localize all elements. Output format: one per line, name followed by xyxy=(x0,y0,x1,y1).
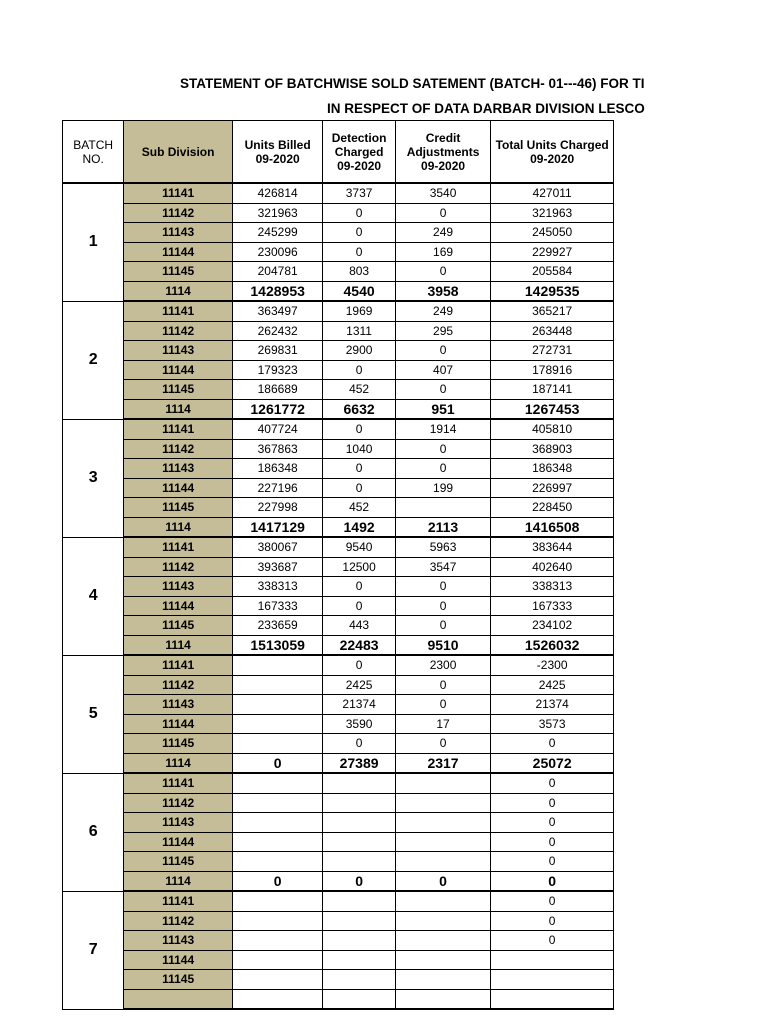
total-units-cell: 178916 xyxy=(491,360,614,380)
credit-adjustments-cell: 0 xyxy=(395,675,491,695)
total-units-cell: 1267453 xyxy=(491,399,614,419)
total-units-cell: 1416508 xyxy=(491,517,614,537)
total-units-cell: 245050 xyxy=(491,223,614,243)
detection-charged-cell xyxy=(323,852,395,872)
credit-adjustments-cell: 2113 xyxy=(395,517,491,537)
sub-division-cell: 11145 xyxy=(124,970,233,990)
sub-division-cell: 11143 xyxy=(124,223,233,243)
total-units-cell: 263448 xyxy=(491,321,614,341)
sub-division-cell: 11142 xyxy=(124,203,233,223)
table-row xyxy=(63,262,614,282)
total-units-cell: 2425 xyxy=(491,675,614,695)
detection-charged-cell: 803 xyxy=(323,262,395,282)
table-row xyxy=(63,321,614,341)
units-billed-cell xyxy=(232,950,322,970)
table-row xyxy=(63,596,614,616)
sub-division-cell: 11144 xyxy=(124,360,233,380)
batch-number-cell: 1 xyxy=(63,183,124,301)
sub-division-cell: 11144 xyxy=(124,596,233,616)
units-billed-cell: 245299 xyxy=(232,223,322,243)
batch-number-cell: 2 xyxy=(63,301,124,419)
detection-charged-cell: 452 xyxy=(323,498,395,518)
credit-adjustments-cell: 0 xyxy=(395,616,491,636)
table-body xyxy=(63,183,614,1009)
units-billed-cell xyxy=(232,793,322,813)
detection-charged-cell xyxy=(323,793,395,813)
detection-charged-cell xyxy=(323,813,395,833)
batch-number-cell: 3 xyxy=(63,419,124,537)
table-row xyxy=(63,714,614,734)
units-billed-cell xyxy=(232,734,322,754)
report-subtitle: IN RESPECT OF DATA DARBAR DIVISION LESCO xyxy=(327,101,645,116)
total-units-cell: 321963 xyxy=(491,203,614,223)
units-billed-cell: 407724 xyxy=(232,419,322,439)
sub-division-cell: 11143 xyxy=(124,695,233,715)
header-units-billed: Units Billed 09-2020 xyxy=(232,121,322,184)
units-billed-cell xyxy=(232,852,322,872)
table-viewport xyxy=(62,120,614,987)
units-billed-cell: 230096 xyxy=(232,242,322,262)
table-row xyxy=(63,459,614,479)
detection-charged-cell: 443 xyxy=(323,616,395,636)
sub-division-cell: 11142 xyxy=(124,675,233,695)
detection-charged-cell: 0 xyxy=(323,203,395,223)
total-units-cell: 167333 xyxy=(491,596,614,616)
credit-adjustments-cell: 0 xyxy=(395,459,491,479)
sub-division-cell: 1114 xyxy=(124,399,233,419)
sub-division-cell: 11144 xyxy=(124,242,233,262)
units-billed-cell xyxy=(232,891,322,911)
detection-charged-cell xyxy=(323,911,395,931)
sub-division-cell: 11143 xyxy=(124,931,233,951)
header-detection-charged: Detection Charged 09-2020 xyxy=(323,121,395,184)
detection-charged-cell: 452 xyxy=(323,380,395,400)
credit-adjustments-cell: 0 xyxy=(395,341,491,361)
table-row xyxy=(63,931,614,951)
credit-adjustments-cell: 951 xyxy=(395,399,491,419)
total-units-cell: 0 xyxy=(491,832,614,852)
credit-adjustments-cell: 3540 xyxy=(395,183,491,203)
batch-sold-table xyxy=(62,120,614,1010)
table-row xyxy=(63,557,614,577)
detection-charged-cell: 4540 xyxy=(323,281,395,301)
table-row xyxy=(63,380,614,400)
sub-division-cell: 1114 xyxy=(124,871,233,891)
sub-division-cell: 11141 xyxy=(124,419,233,439)
total-units-cell: 3573 xyxy=(491,714,614,734)
batch-number-cell: 4 xyxy=(63,537,124,655)
credit-adjustments-cell: 249 xyxy=(395,301,491,321)
total-units-cell: 1526032 xyxy=(491,635,614,655)
detection-charged-cell xyxy=(323,931,395,951)
table-row xyxy=(63,832,614,852)
credit-adjustments-cell xyxy=(395,813,491,833)
credit-adjustments-cell xyxy=(395,852,491,872)
detection-charged-cell: 1040 xyxy=(323,439,395,459)
credit-adjustments-cell: 1914 xyxy=(395,419,491,439)
table-row xyxy=(63,793,614,813)
sub-division-cell: 11145 xyxy=(124,498,233,518)
total-row xyxy=(63,517,614,537)
detection-charged-cell: 1311 xyxy=(323,321,395,341)
credit-adjustments-cell: 0 xyxy=(395,262,491,282)
detection-charged-cell xyxy=(323,891,395,911)
header-total-units-charged: Total Units Charged 09-2020 xyxy=(491,121,614,184)
table-row xyxy=(63,813,614,833)
total-units-cell: 0 xyxy=(491,734,614,754)
units-billed-cell: 1513059 xyxy=(232,635,322,655)
detection-charged-cell: 3737 xyxy=(323,183,395,203)
table-row xyxy=(63,242,614,262)
units-billed-cell: 380067 xyxy=(232,537,322,557)
sub-division-cell: 11144 xyxy=(124,478,233,498)
table-row xyxy=(63,183,614,203)
sub-division-cell: 11142 xyxy=(124,793,233,813)
table-row xyxy=(63,498,614,518)
total-units-cell: 0 xyxy=(491,773,614,793)
units-billed-cell xyxy=(232,813,322,833)
header-batch-no: BATCH NO. xyxy=(63,121,124,184)
units-billed-cell xyxy=(232,911,322,931)
detection-charged-cell: 12500 xyxy=(323,557,395,577)
units-billed-cell: 426814 xyxy=(232,183,322,203)
units-billed-cell: 1428953 xyxy=(232,281,322,301)
table-row xyxy=(63,616,614,636)
total-units-cell: 1429535 xyxy=(491,281,614,301)
total-units-cell: 187141 xyxy=(491,380,614,400)
total-units-cell: 405810 xyxy=(491,419,614,439)
sub-division-cell: 11142 xyxy=(124,911,233,931)
total-units-cell: -2300 xyxy=(491,655,614,675)
table-row xyxy=(63,734,614,754)
table-row xyxy=(63,360,614,380)
detection-charged-cell xyxy=(323,773,395,793)
detection-charged-cell: 0 xyxy=(323,242,395,262)
units-billed-cell: 262432 xyxy=(232,321,322,341)
units-billed-cell xyxy=(232,970,322,990)
credit-adjustments-cell: 199 xyxy=(395,478,491,498)
total-units-cell: 0 xyxy=(491,852,614,872)
detection-charged-cell: 0 xyxy=(323,734,395,754)
credit-adjustments-cell: 169 xyxy=(395,242,491,262)
table-row xyxy=(63,419,614,439)
sub-division-cell: 11145 xyxy=(124,380,233,400)
total-units-cell xyxy=(491,970,614,990)
units-billed-cell xyxy=(232,675,322,695)
units-billed-cell: 321963 xyxy=(232,203,322,223)
units-billed-cell: 0 xyxy=(232,871,322,891)
units-billed-cell: 269831 xyxy=(232,341,322,361)
detection-charged-cell: 0 xyxy=(323,871,395,891)
sub-division-cell: 11142 xyxy=(124,557,233,577)
units-billed-cell xyxy=(232,931,322,951)
total-units-cell: 234102 xyxy=(491,616,614,636)
credit-adjustments-cell xyxy=(395,793,491,813)
sub-division-cell: 11142 xyxy=(124,439,233,459)
detection-charged-cell: 0 xyxy=(323,596,395,616)
units-billed-cell: 186348 xyxy=(232,459,322,479)
table-row xyxy=(63,577,614,597)
sub-division-cell: 11145 xyxy=(124,734,233,754)
total-units-cell: 229927 xyxy=(491,242,614,262)
table-row xyxy=(63,911,614,931)
total-units-cell xyxy=(491,989,614,1009)
total-units-cell: 0 xyxy=(491,911,614,931)
table-row xyxy=(63,301,614,321)
credit-adjustments-cell: 9510 xyxy=(395,635,491,655)
units-billed-cell: 227998 xyxy=(232,498,322,518)
units-billed-cell xyxy=(232,714,322,734)
batch-number-cell: 6 xyxy=(63,773,124,891)
units-billed-cell: 1417129 xyxy=(232,517,322,537)
sub-division-cell: 11143 xyxy=(124,341,233,361)
detection-charged-cell: 27389 xyxy=(323,753,395,773)
header-credit-adjustments: Credit Adjustments 09-2020 xyxy=(395,121,491,184)
detection-charged-cell xyxy=(323,970,395,990)
sub-division-cell: 11141 xyxy=(124,537,233,557)
units-billed-cell: 227196 xyxy=(232,478,322,498)
credit-adjustments-cell: 3547 xyxy=(395,557,491,577)
table-row xyxy=(63,950,614,970)
table-row xyxy=(63,891,614,911)
total-units-cell: 205584 xyxy=(491,262,614,282)
total-units-cell: 25072 xyxy=(491,753,614,773)
header-row xyxy=(63,121,614,184)
credit-adjustments-cell: 295 xyxy=(395,321,491,341)
sub-division-cell: 11141 xyxy=(124,773,233,793)
units-billed-cell: 204781 xyxy=(232,262,322,282)
credit-adjustments-cell: 2300 xyxy=(395,655,491,675)
table-row xyxy=(63,675,614,695)
total-units-cell: 365217 xyxy=(491,301,614,321)
units-billed-cell xyxy=(232,695,322,715)
sub-division-cell: 11143 xyxy=(124,813,233,833)
table-row xyxy=(63,341,614,361)
sub-division-cell: 11143 xyxy=(124,459,233,479)
table-row xyxy=(63,655,614,675)
detection-charged-cell: 1969 xyxy=(323,301,395,321)
total-units-cell: 402640 xyxy=(491,557,614,577)
detection-charged-cell: 9540 xyxy=(323,537,395,557)
total-row xyxy=(63,635,614,655)
report-title: STATEMENT OF BATCHWISE SOLD SATEMENT (BATCH- 01---46) FOR TI xyxy=(180,76,645,91)
detection-charged-cell xyxy=(323,989,395,1009)
sub-division-cell: 11145 xyxy=(124,852,233,872)
credit-adjustments-cell xyxy=(395,931,491,951)
total-units-cell: 383644 xyxy=(491,537,614,557)
credit-adjustments-cell: 0 xyxy=(395,695,491,715)
total-units-cell: 0 xyxy=(491,793,614,813)
table-row xyxy=(63,439,614,459)
credit-adjustments-cell: 3958 xyxy=(395,281,491,301)
detection-charged-cell: 0 xyxy=(323,577,395,597)
sub-division-cell: 11141 xyxy=(124,655,233,675)
sub-division-cell: 1114 xyxy=(124,281,233,301)
detection-charged-cell: 6632 xyxy=(323,399,395,419)
batch-number-cell: 7 xyxy=(63,891,124,1009)
table-row xyxy=(63,852,614,872)
total-row xyxy=(63,989,614,1009)
units-billed-cell xyxy=(232,989,322,1009)
detection-charged-cell: 2900 xyxy=(323,341,395,361)
total-row xyxy=(63,399,614,419)
total-units-cell: 427011 xyxy=(491,183,614,203)
credit-adjustments-cell: 407 xyxy=(395,360,491,380)
credit-adjustments-cell: 17 xyxy=(395,714,491,734)
credit-adjustments-cell xyxy=(395,989,491,1009)
units-billed-cell xyxy=(232,773,322,793)
detection-charged-cell: 0 xyxy=(323,223,395,243)
sub-division-cell: 11141 xyxy=(124,183,233,203)
total-units-cell: 272731 xyxy=(491,341,614,361)
units-billed-cell: 186689 xyxy=(232,380,322,400)
sub-division-cell: 11145 xyxy=(124,616,233,636)
sub-division-cell: 11145 xyxy=(124,262,233,282)
total-row xyxy=(63,871,614,891)
units-billed-cell: 0 xyxy=(232,753,322,773)
detection-charged-cell: 0 xyxy=(323,478,395,498)
credit-adjustments-cell: 0 xyxy=(395,203,491,223)
table-row xyxy=(63,537,614,557)
detection-charged-cell: 0 xyxy=(323,459,395,479)
table-row xyxy=(63,970,614,990)
sub-division-cell: 11144 xyxy=(124,714,233,734)
credit-adjustments-cell xyxy=(395,832,491,852)
units-billed-cell: 233659 xyxy=(232,616,322,636)
table-row xyxy=(63,478,614,498)
units-billed-cell: 393687 xyxy=(232,557,322,577)
credit-adjustments-cell: 0 xyxy=(395,596,491,616)
units-billed-cell: 1261772 xyxy=(232,399,322,419)
credit-adjustments-cell: 0 xyxy=(395,871,491,891)
detection-charged-cell: 21374 xyxy=(323,695,395,715)
credit-adjustments-cell: 0 xyxy=(395,439,491,459)
sub-division-cell xyxy=(124,989,233,1009)
units-billed-cell xyxy=(232,832,322,852)
units-billed-cell: 179323 xyxy=(232,360,322,380)
credit-adjustments-cell: 5963 xyxy=(395,537,491,557)
units-billed-cell: 167333 xyxy=(232,596,322,616)
detection-charged-cell: 0 xyxy=(323,419,395,439)
total-units-cell: 368903 xyxy=(491,439,614,459)
total-units-cell: 0 xyxy=(491,931,614,951)
detection-charged-cell: 22483 xyxy=(323,635,395,655)
units-billed-cell xyxy=(232,655,322,675)
sub-division-cell: 11144 xyxy=(124,832,233,852)
batch-number-cell: 5 xyxy=(63,655,124,773)
sub-division-cell: 11141 xyxy=(124,891,233,911)
units-billed-cell: 367863 xyxy=(232,439,322,459)
credit-adjustments-cell xyxy=(395,911,491,931)
units-billed-cell: 338313 xyxy=(232,577,322,597)
detection-charged-cell: 0 xyxy=(323,655,395,675)
credit-adjustments-cell: 0 xyxy=(395,380,491,400)
total-units-cell: 226997 xyxy=(491,478,614,498)
table-row xyxy=(63,203,614,223)
total-units-cell: 228450 xyxy=(491,498,614,518)
total-units-cell: 21374 xyxy=(491,695,614,715)
total-units-cell: 0 xyxy=(491,891,614,911)
detection-charged-cell: 0 xyxy=(323,360,395,380)
total-units-cell: 186348 xyxy=(491,459,614,479)
total-units-cell xyxy=(491,950,614,970)
credit-adjustments-cell: 249 xyxy=(395,223,491,243)
units-billed-cell: 363497 xyxy=(232,301,322,321)
credit-adjustments-cell xyxy=(395,498,491,518)
detection-charged-cell xyxy=(323,950,395,970)
sub-division-cell: 11143 xyxy=(124,577,233,597)
table-row xyxy=(63,773,614,793)
table-row xyxy=(63,695,614,715)
total-units-cell: 338313 xyxy=(491,577,614,597)
detection-charged-cell: 3590 xyxy=(323,714,395,734)
sub-division-cell: 1114 xyxy=(124,517,233,537)
sub-division-cell: 1114 xyxy=(124,753,233,773)
sub-division-cell: 11141 xyxy=(124,301,233,321)
credit-adjustments-cell: 2317 xyxy=(395,753,491,773)
total-units-cell: 0 xyxy=(491,813,614,833)
credit-adjustments-cell xyxy=(395,950,491,970)
sub-division-cell: 11142 xyxy=(124,321,233,341)
sub-division-cell: 1114 xyxy=(124,635,233,655)
total-row xyxy=(63,281,614,301)
detection-charged-cell: 1492 xyxy=(323,517,395,537)
sub-division-cell: 11144 xyxy=(124,950,233,970)
header-sub-division: Sub Division xyxy=(124,121,233,184)
credit-adjustments-cell xyxy=(395,970,491,990)
credit-adjustments-cell xyxy=(395,773,491,793)
detection-charged-cell xyxy=(323,832,395,852)
detection-charged-cell: 2425 xyxy=(323,675,395,695)
total-units-cell: 0 xyxy=(491,871,614,891)
table-row xyxy=(63,223,614,243)
total-row xyxy=(63,753,614,773)
credit-adjustments-cell xyxy=(395,891,491,911)
credit-adjustments-cell: 0 xyxy=(395,734,491,754)
credit-adjustments-cell: 0 xyxy=(395,577,491,597)
